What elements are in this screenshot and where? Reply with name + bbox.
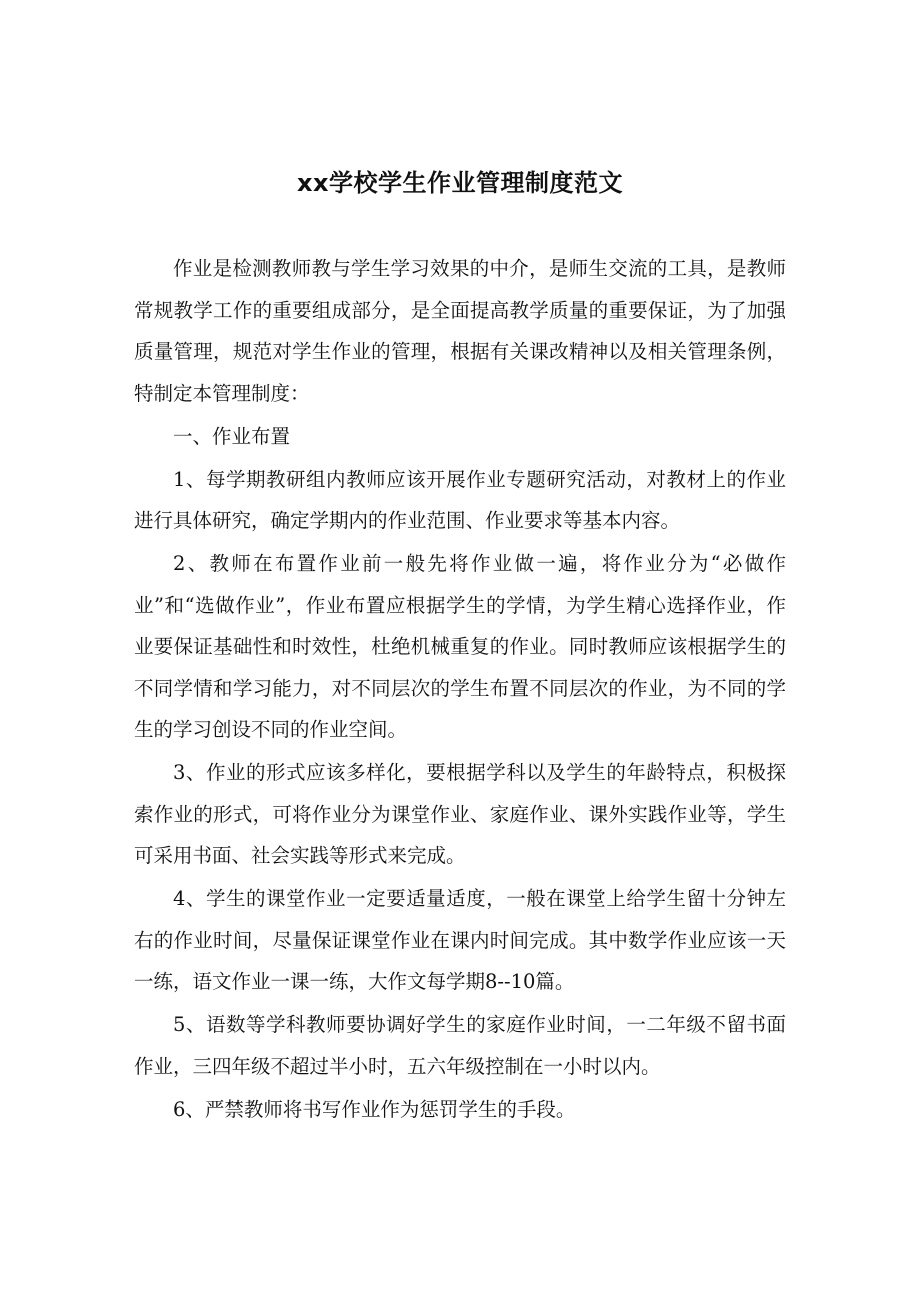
rule-paragraph-5: 5、语数等学科教师要协调好学生的家庭作业时间，一二年级不留书面作业，三四年级不超过半小时，五六年级控制在一小时以内。 — [134, 1013, 786, 1078]
document-body — [134, 248, 786, 1130]
rule-paragraph-3: 3、作业的形式应该多样化，要根据学科以及学生的年龄特点，积极探索作业的形式，可将作业分为课堂作业、家庭作业、课外实践作业等，学生可采用书面、社会实践等形式来完成。 — [134, 761, 786, 867]
document-title: xx学校学生作业管理制度范文 — [297, 169, 623, 197]
rule-paragraph-1: 1、每学期教研组内教师应该开展作业专题研究活动，对教材上的作业进行具体研究，确定学期内的作业范围、作业要求等基本内容。 — [134, 467, 786, 532]
rule-paragraph-4: 4、学生的课堂作业一定要适量适度，一般在课堂上给学生留十分钟左右的作业时间，尽量保证课堂作业在课内时间完成。其中数学作业应该一天一练，语文作业一课一练，大作文每学期8--10篇。 — [134, 887, 786, 993]
rule-paragraph-6: 6、严禁教师将书写作业作为惩罚学生的手段。 — [173, 1097, 576, 1121]
section-heading-assignment: 一、作业布置 — [173, 424, 291, 448]
rule-paragraph-2: 2、教师在布置作业前一般先将作业做一遍，将作业分为“必做作业”和“选做作业”，作业布置应根据学生的学情，为学生精心选择作业，作业要保证基础性和时效性，杜绝机械重复的作业。同时教师应该根据学生的不同学情和学习能力，对不同层次的学生布置不同层次的作业，为不同的学生的学习创设不同的作业空间。 — [134, 552, 786, 741]
intro-paragraph: 作业是检测教师教与学生学习效果的中介，是师生交流的工具，是教师常规教学工作的重要组成部分，是全面提高教学质量的重要保证，为了加强质量管理，规范对学生作业的管理，根据有关课改精神以及相关管理条例，特制定本管理制度： — [134, 257, 786, 405]
